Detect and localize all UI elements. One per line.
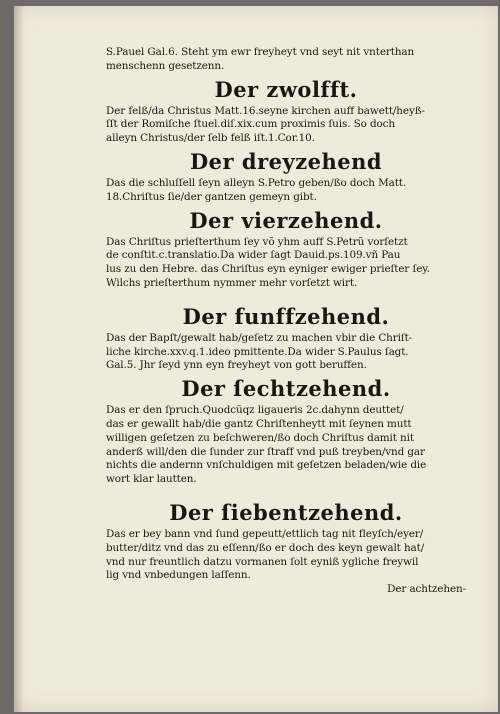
section-16 (106, 377, 466, 487)
text-line: 18.Chriſtus ſie/der gantzen gemeyn gibt. (106, 190, 317, 203)
section-heading: Der zwolfft. (214, 76, 358, 102)
catchword: Der achtzehen- (387, 583, 466, 596)
text-line: Das Chriſtus prieſterthum ſey võ yhm auff S.Petrũ vorſetzt (106, 235, 408, 248)
section-heading: Der funffzehend. (182, 303, 390, 329)
text-line: S.Pauel Gal.6. Steht ym ewr freyheyt vnd seyt nit vnterthan (106, 46, 415, 58)
section-gap (106, 487, 466, 497)
section-heading: Der ſiebentzehend. (169, 499, 403, 525)
text-line: lig vnd vnbedungen laſſenn. (106, 569, 251, 582)
document-page (14, 6, 498, 712)
text-line: liche kirche.xxv.q.1.ideo pmittente.Da wider S.Paulus ſagt. (106, 345, 409, 358)
text-line: das er gewallt hab/die gantz Chriſtenheytt mit ſeynen mutt (106, 417, 412, 430)
section-heading: Der dreyzehend (189, 148, 383, 174)
text-line: Der felß/da Christus Matt.16.seyne kirchen auff bawett/heyß- (106, 104, 425, 117)
text-line: Gal.5. Jhr ſeyd ynn eyn freyheyt von gott beruffen. (106, 359, 367, 372)
text-line: Das er den ſpruch.Quodcũqz ligaueris 2c.dahynn deuttet/ (106, 404, 404, 417)
text-line: Das die schluſſell ſeyn alleyn S.Petro geben/ßo doch Matt. (106, 176, 407, 189)
text-line: Das der Bapſt/gewalt hab/geſetz zu machen vbir die Chriſt- (106, 331, 413, 344)
section-heading: Der ſechtzehend. (181, 376, 391, 402)
text-line: nichts die andernn vnſchuldigen mit geſetzen beladen/wie die (106, 459, 427, 472)
page-text (106, 46, 466, 597)
text-line: ſſt der Romiſche ſtuel.diſ.xix.cum proximis ſuis. So doch (106, 118, 395, 131)
text-line: vnd nur freuntlich datzu vormanen ſolt eyniß ygliche freywil (106, 555, 419, 568)
text-line: wort klar lautten. (106, 473, 197, 486)
text-line: Das er bey bann vnd ſund gepeutt/ettlich tag nit fleyſch/eyer/ (106, 527, 424, 540)
section-gap (106, 291, 466, 301)
text-line: anderß will/den die ſunder zur ſtraff vnd puß treyben/vnd gar (106, 445, 425, 458)
text-line: alleyn Christus/der ſelb felß iſt.1.Cor.10. (106, 132, 315, 145)
section-13 (106, 150, 466, 205)
section-15 (106, 305, 466, 373)
page-edge-stain (14, 6, 24, 712)
text-line: menschenn gesetzenn. (106, 59, 225, 72)
intro-paragraph (106, 46, 466, 74)
text-line: butter/ditz vnd das zu eſſenn/ßo er doch des keyn gewalt hat/ (106, 541, 425, 554)
section-17 (106, 501, 466, 597)
section-heading: Der vierzehend. (189, 207, 383, 233)
section-12 (106, 78, 466, 146)
text-line: lus zu den Hebre. das Chriſtus eyn eyniger ewiger prieſter ſey. (106, 263, 430, 276)
section-14 (106, 209, 466, 291)
text-line: willigen geſetzen zu beſchweren/ßo doch Chriſtus damit nit (106, 431, 414, 444)
text-line: Wilchs prieſterthum nymmer mehr vorſetzt wirt. (106, 276, 358, 289)
text-line: de conſtit.c.translatio.Da wider ſagt Dauid.ps.109.vñ Pau (106, 249, 401, 262)
